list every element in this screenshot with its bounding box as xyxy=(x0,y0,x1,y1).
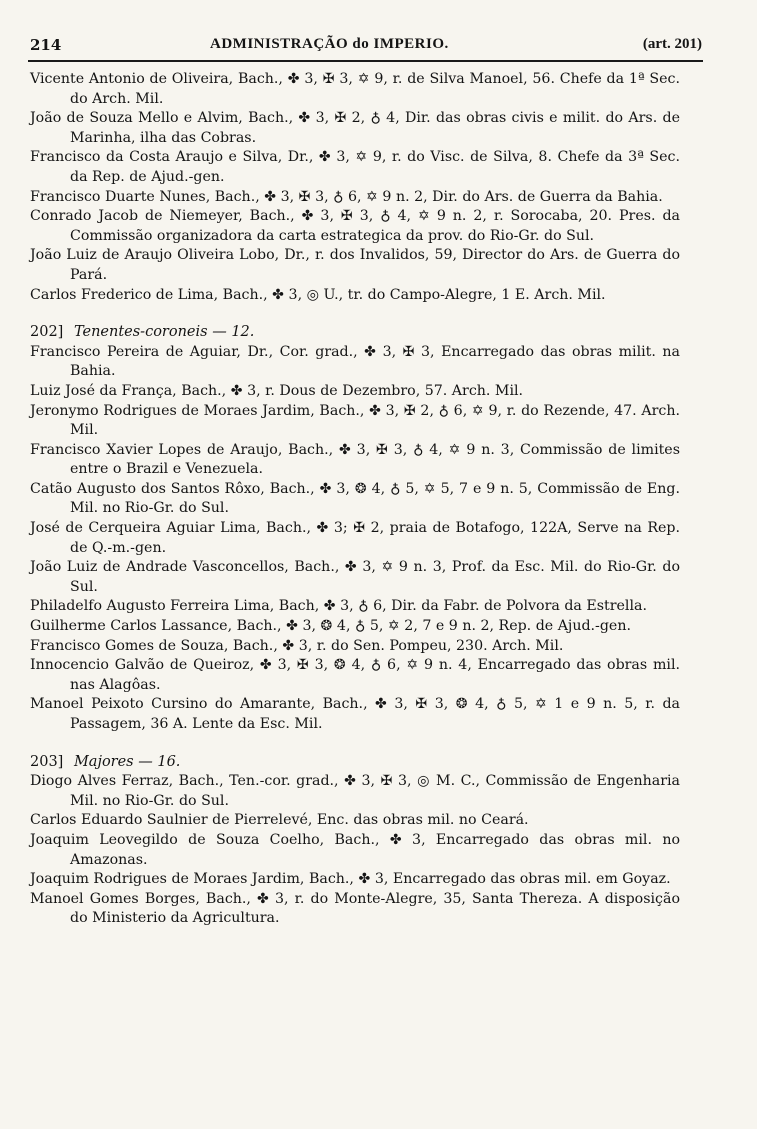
entry-list-top xyxy=(30,70,680,305)
article-reference: (art. 201) xyxy=(642,36,702,52)
section-label: Majores — 16. xyxy=(73,753,181,770)
officer-entry: Manoel Gomes Borges, Bach., ✤ 3, r. do Monte-Alegre, 35, Santa Thereza. A disposição do Ministerio da Agricultura. xyxy=(30,890,680,927)
officer-entry: Conrado Jacob de Niemeyer, Bach., ✤ 3, ✠ 3, ♁ 4, ✡ 9 n. 2, r. Sorocaba, 20. Pres. da Commissão organizadora da carta estrategica da prov. do Rio-Gr. do Sul. xyxy=(30,208,680,244)
officer-entry: Francisco Duarte Nunes, Bach., ✤ 3, ✠ 3, ♁ 6, ✡ 9 n. 2, Dir. do Ars. de Guerra da Bahia. xyxy=(30,188,663,205)
officer-entry: Joaquim Leovegildo de Souza Coelho, Bach., ✤ 3, Encarregado das obras mil. no Amazonas. xyxy=(30,831,680,868)
officer-entry: Francisco Pereira de Aguiar, Dr., Cor. grad., ✤ 3, ✠ 3, Encarregado das obras milit. na Bahia. xyxy=(30,343,680,380)
officer-entry: Philadelfo Augusto Ferreira Lima, Bach, ✤ 3, ♁ 6, Dir. da Fabr. de Polvora da Estrella. xyxy=(30,598,647,615)
officer-entry: José de Cerqueira Aguiar Lima, Bach., ✤ 3; ✠ 2, praia de Botafogo, 122A, Serve na Rep. de Q.-m.-gen. xyxy=(30,520,680,556)
officer-entry: João Luiz de Andrade Vasconcellos, Bach., ✤ 3, ✡ 9 n. 3, Prof. da Esc. Mil. do Rio-Gr. do Sul. xyxy=(30,559,680,595)
section-number: 202] xyxy=(30,324,64,341)
officer-entry: Manoel Peixoto Cursino do Amarante, Bach., ✤ 3, ✠ 3, ❂ 4, ♁ 5, ✡ 1 e 9 n. 5, r. da Passagem, 36 A. Lente da Esc. Mil. xyxy=(30,696,680,732)
page-number: 214 xyxy=(30,36,62,54)
section-label: Tenentes-coroneis — 12. xyxy=(73,324,255,341)
officer-entry: Diogo Alves Ferraz, Bach., Ten.-cor. grad., ✤ 3, ✠ 3, ◎ M. C., Commissão de Engenharia Mil. no Rio-Gr. do Sul. xyxy=(30,773,680,809)
officer-entry: João de Souza Mello e Alvim, Bach., ✤ 3, ✠ 2, ♁ 4, Dir. das obras civis e milit. do Ars. de Marinha, ilha das Cobras. xyxy=(30,110,680,146)
officer-entry: Francisco Xavier Lopes de Araujo, Bach., ✤ 3, ✠ 3, ♁ 4, ✡ 9 n. 3, Commissão de limites entre o Brazil e Venezuela. xyxy=(30,441,680,478)
officer-entry: Innocencio Galvão de Queiroz, ✤ 3, ✠ 3, ❂ 4, ♁ 6, ✡ 9 n. 4, Encarregado das obras mil. nas Alagôas. xyxy=(30,657,680,693)
header-rule xyxy=(28,60,703,62)
officer-entry: Carlos Frederico de Lima, Bach., ✤ 3, ◎ U., tr. do Campo-Alegre, 1 E. Arch. Mil. xyxy=(30,286,606,303)
officer-entry: Francisco da Costa Araujo e Silva, Dr., ✤ 3, ✡ 9, r. do Visc. de Silva, 8. Chefe da 3ª Sec. da Rep. de Ajud.-gen. xyxy=(30,149,680,185)
officer-entry: Vicente Antonio de Oliveira, Bach., ✤ 3, ✠ 3, ✡ 9, r. de Silva Manoel, 56. Chefe da 1ª Sec. do Arch. Mil. xyxy=(30,71,680,107)
officer-entry: Carlos Eduardo Saulnier de Pierrelevé, Enc. das obras mil. no Ceará. xyxy=(30,812,529,829)
officer-entry: Joaquim Rodrigues de Moraes Jardim, Bach., ✤ 3, Encarregado das obras mil. em Goyaz. xyxy=(30,871,671,888)
officer-entry: João Luiz de Araujo Oliveira Lobo, Dr., r. dos Invalidos, 59, Director do Ars. de Guerra do Pará. xyxy=(30,247,680,283)
officer-entry: Francisco Gomes de Souza, Bach., ✤ 3, r. do Sen. Pompeu, 230. Arch. Mil. xyxy=(30,637,564,654)
officer-entry: Catão Augusto dos Santos Rôxo, Bach., ✤ 3, ❂ 4, ♁ 5, ✡ 5, 7 e 9 n. 5, Commissão de Eng. Mil. no Rio-Gr. do Sul. xyxy=(30,480,680,517)
page-body xyxy=(30,70,680,929)
officer-entry: Guilherme Carlos Lassance, Bach., ✤ 3, ❂ 4, ♁ 5, ✡ 2, 7 e 9 n. 2, Rep. de Ajud.-gen. xyxy=(30,618,631,635)
entry-list-202 xyxy=(30,343,680,735)
running-title: ADMINISTRAÇÃO do IMPERIO. xyxy=(210,36,449,52)
section-heading-202 xyxy=(30,323,680,343)
section-heading-203 xyxy=(30,753,680,773)
officer-entry: Luiz José da França, Bach., ✤ 3, r. Dous de Dezembro, 57. Arch. Mil. xyxy=(30,382,524,399)
entry-list-203 xyxy=(30,772,680,929)
page-header xyxy=(30,36,702,58)
officer-entry: Jeronymo Rodrigues de Moraes Jardim, Bach., ✤ 3, ✠ 2, ♁ 6, ✡ 9, r. do Rezende, 47. Arch. Mil. xyxy=(30,402,680,439)
section-number: 203] xyxy=(30,753,64,770)
